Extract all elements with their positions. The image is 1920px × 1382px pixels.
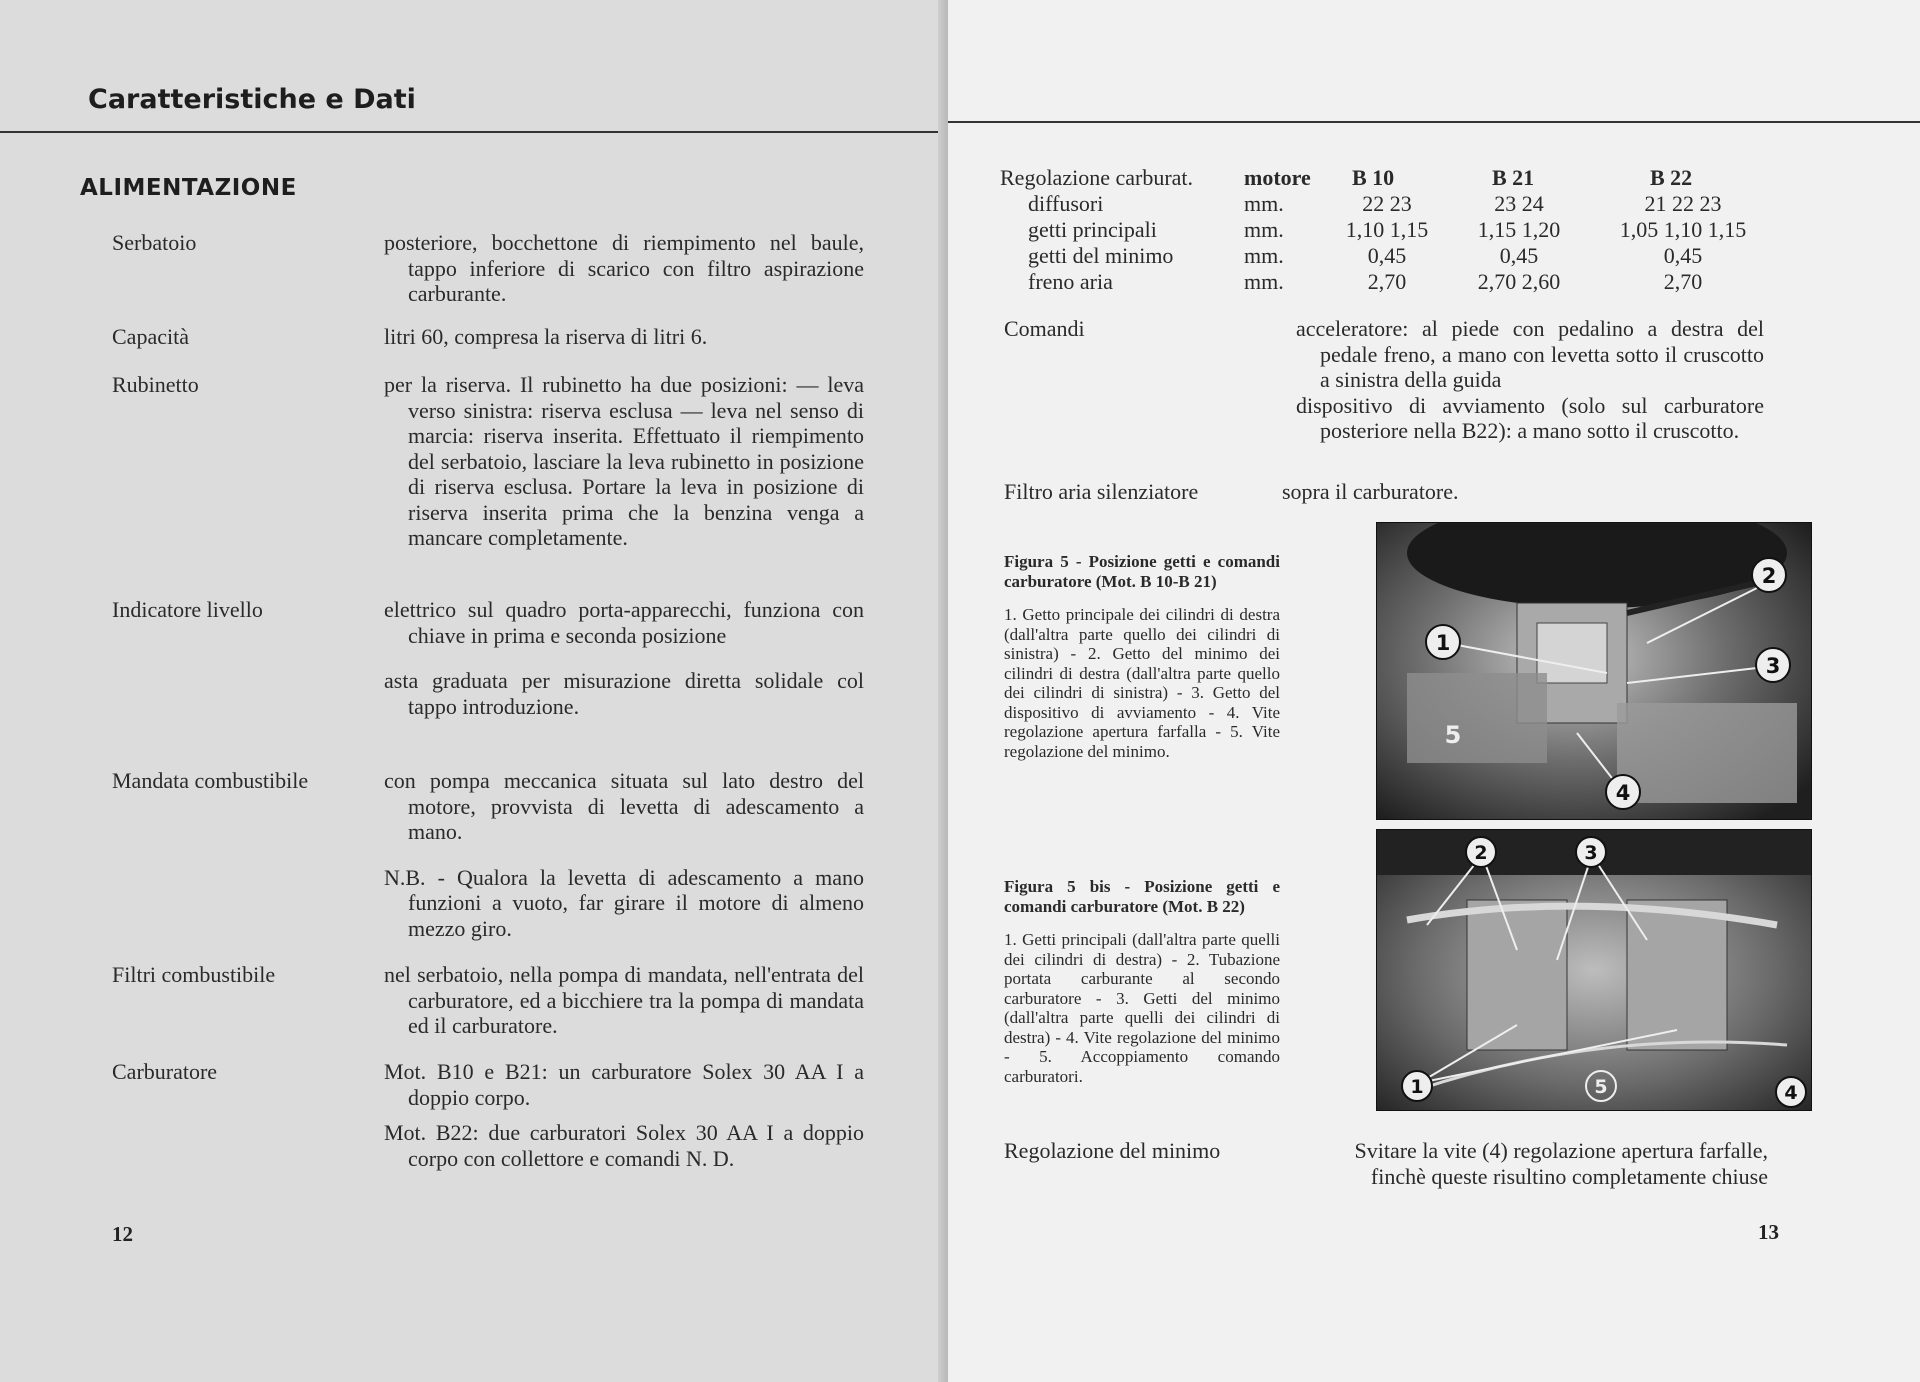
engine-label: motore [1244,165,1311,190]
callout-label: 2 [1474,842,1488,864]
table-cell-b10: 1,10 1,15 [1345,217,1429,242]
entry-paragraph: posteriore, bocchettone di riempimento nel baule, tappo inferiore di scarico con filtro aspirazione carburante. [384,230,864,306]
comandi-paragraph: dispositivo di avviamento (solo sul carburatore posteriore nella B22): a mano sotto il cruscotto. [1296,392,1764,443]
entry-paragraph: elettrico sul quadro porta-apparecchi, funziona con chiave in prima e seconda posizione [384,597,864,648]
table-cell-b10: 22 23 [1362,191,1412,216]
twin-carburetor-illustration [1377,830,1811,1110]
engine-b10: B 10 [1352,165,1395,190]
table-cell-b21: 23 24 [1494,191,1544,216]
callout-4 [1776,1077,1806,1107]
table-cell-b10: 2,70 [1367,269,1407,294]
table-cell-unit: mm. [1244,269,1284,294]
table-cell-name: freno aria [1028,269,1113,294]
section-title: ALIMENTAZIONE [80,175,297,201]
entry-text-carburatore [384,1059,864,1171]
filtro-label: Filtro aria silenziatore [1004,479,1199,504]
table-cell-b22: 2,70 [1663,269,1703,294]
filtro-text: sopra il carburatore. [1282,479,1459,504]
figure-5-photo [1376,522,1812,820]
callout-4 [1606,775,1640,809]
table-cell-b22: 1,05 1,10 1,15 [1619,217,1747,242]
entry-label-filtri: Filtri combustibile [112,962,276,987]
minimo-text: Svitare la vite (4) regolazione apertura farfalle, finchè queste risultino completamente chiuse [1354,1138,1768,1189]
page-number-left: 12 [112,1222,133,1246]
figure-5bis-body: 1. Getti principali (dall'altra parte quelli dei cilindri di destra) - 2. Tubazione portata carburante al secondo carburatore - 3. Getti del minimo (dall'altra parte quelli dei cilindri di destra) - 4. Vite regolazione del minimo - 5. Accoppiamento comando carburatori. [1004,930,1280,1086]
entry-paragraph: Mot. B22: due carburatori Solex 30 AA I a doppio corpo con collettore e comandi N. D. [384,1120,864,1171]
table-cell-b21: 0,45 [1499,243,1539,268]
entry-label-indicatore: Indicatore livello [112,597,263,622]
callout-3 [1756,648,1790,682]
right-page [948,0,1920,1382]
minimo-label: Regolazione del minimo [1004,1138,1221,1163]
entry-text-rubinetto [384,372,864,551]
table-cell-b22: 0,45 [1663,243,1703,268]
entry-paragraph: litri 60, compresa la riserva di litri 6. [384,324,708,349]
entry-label-capacita: Capacità [112,324,189,349]
entry-label-carburatore: Carburatore [112,1059,218,1084]
callout-1 [1426,625,1460,659]
table-cell-unit: mm. [1244,191,1284,216]
entry-label-mandata: Mandata combustibile [112,768,309,793]
callout-label: 4 [1784,1082,1798,1104]
callout-label: 1 [1435,631,1451,655]
left-page [0,0,948,1382]
callout-3 [1576,837,1606,867]
callout-label: 4 [1615,781,1631,805]
callout-label: 3 [1584,842,1598,864]
callout-label: 5 [1594,1076,1608,1098]
callout-label: 2 [1761,564,1777,588]
entry-label-rubinetto: Rubinetto [112,372,199,397]
comandi-paragraph: acceleratore: al piede con pedalino a destra del pedale freno, a mano con levetta sotto il cruscotto a sinistra della guida [1296,316,1764,392]
table-cell-b22: 21 22 23 [1644,191,1722,216]
header-rule [948,121,1920,123]
engine-b22: B 22 [1650,165,1693,190]
table-cell-unit: mm. [1244,217,1284,242]
figure-5-title: Figura 5 - Posizione getti e comandi carburatore (Mot. B 10-B 21) [1004,552,1280,591]
table-cell-unit: mm. [1244,243,1284,268]
entry-paragraph: Mot. B10 e B21: un carburatore Solex 30 AA I a doppio corpo. [384,1059,864,1110]
callout-2 [1752,558,1786,592]
comandi-text [1296,316,1764,444]
comandi-label: Comandi [1004,316,1085,341]
figure-5-body: 1. Getto principale dei cilindri di destra (dall'altra parte quello dei cilindri di sinistra) - 2. Getto del minimo dei cilindri di destra (dall'altra parte quello dei cilindri di sinistra) - 3. Getto del dispositivo di avviamento - 4. Vite regolazione apertura farfalla - 5. Vite regolazione del minimo. [1004,605,1280,761]
table-cell-name: diffusori [1028,191,1104,216]
table-cell-b10: 0,45 [1367,243,1407,268]
entry-text-mandata [384,768,864,941]
figure-5bis-caption [1004,877,1280,1086]
entry-text-indicatore [384,597,864,719]
table-cell-name: getti principali [1028,217,1157,242]
entry-text-capacita [384,324,864,350]
page-number-right: 13 [1758,1220,1779,1244]
table-row-label: Regolazione carburat. [1000,165,1194,190]
engine-b21: B 21 [1492,165,1535,190]
entry-paragraph: N.B. - Qualora la levetta di adescamento a mano funzioni a vuoto, far girare il motore di almeno mezzo giro. [384,864,864,941]
callout-5 [1445,721,1462,749]
callout-2 [1466,837,1496,867]
table-cell-name: getti del minimo [1028,243,1174,268]
entry-text-serbatoio [384,230,864,307]
table-cell-b21: 2,70 2,60 [1477,269,1561,294]
figure-5bis-photo [1376,829,1812,1111]
figure-5bis-title: Figura 5 bis - Posizione getti e comandi carburatore (Mot. B 22) [1004,877,1280,916]
entry-paragraph: per la riserva. Il rubinetto ha due posizioni: — leva verso sinistra: riserva esclusa — leva nel senso di marcia: riserva inserita. Effettuato il riempimento del serbatoio, lasciare la leva rubinetto in posizione di riserva esclusa. Portare la leva in posizione di riserva inserita prima che la benzina venga a mancare completamente. [384,372,864,550]
entry-paragraph: nel serbatoio, nella pompa di mandata, nell'entrata del carburatore, ed a bicchiere tra la pompa di mandata ed il carburatore. [384,962,864,1038]
entry-label-serbatoio: Serbatoio [112,230,197,255]
callout-label: 5 [1444,721,1462,749]
callout-label: 3 [1765,654,1781,678]
entry-paragraph: asta graduata per misurazione diretta solidale col tappo introduzione. [384,668,864,719]
entry-paragraph: con pompa meccanica situata sul lato destro del motore, provvista di levetta di adescamento a mano. [384,768,864,844]
figure-5-caption [1004,552,1280,761]
callout-1 [1402,1071,1432,1101]
running-head: Caratteristiche e Dati [88,84,416,115]
header-rule [0,131,948,133]
table-cell-b21: 1,15 1,20 [1477,217,1561,242]
carburetor-illustration [1377,523,1811,819]
entry-text-filtri [384,962,864,1039]
callout-label: 1 [1410,1076,1424,1098]
